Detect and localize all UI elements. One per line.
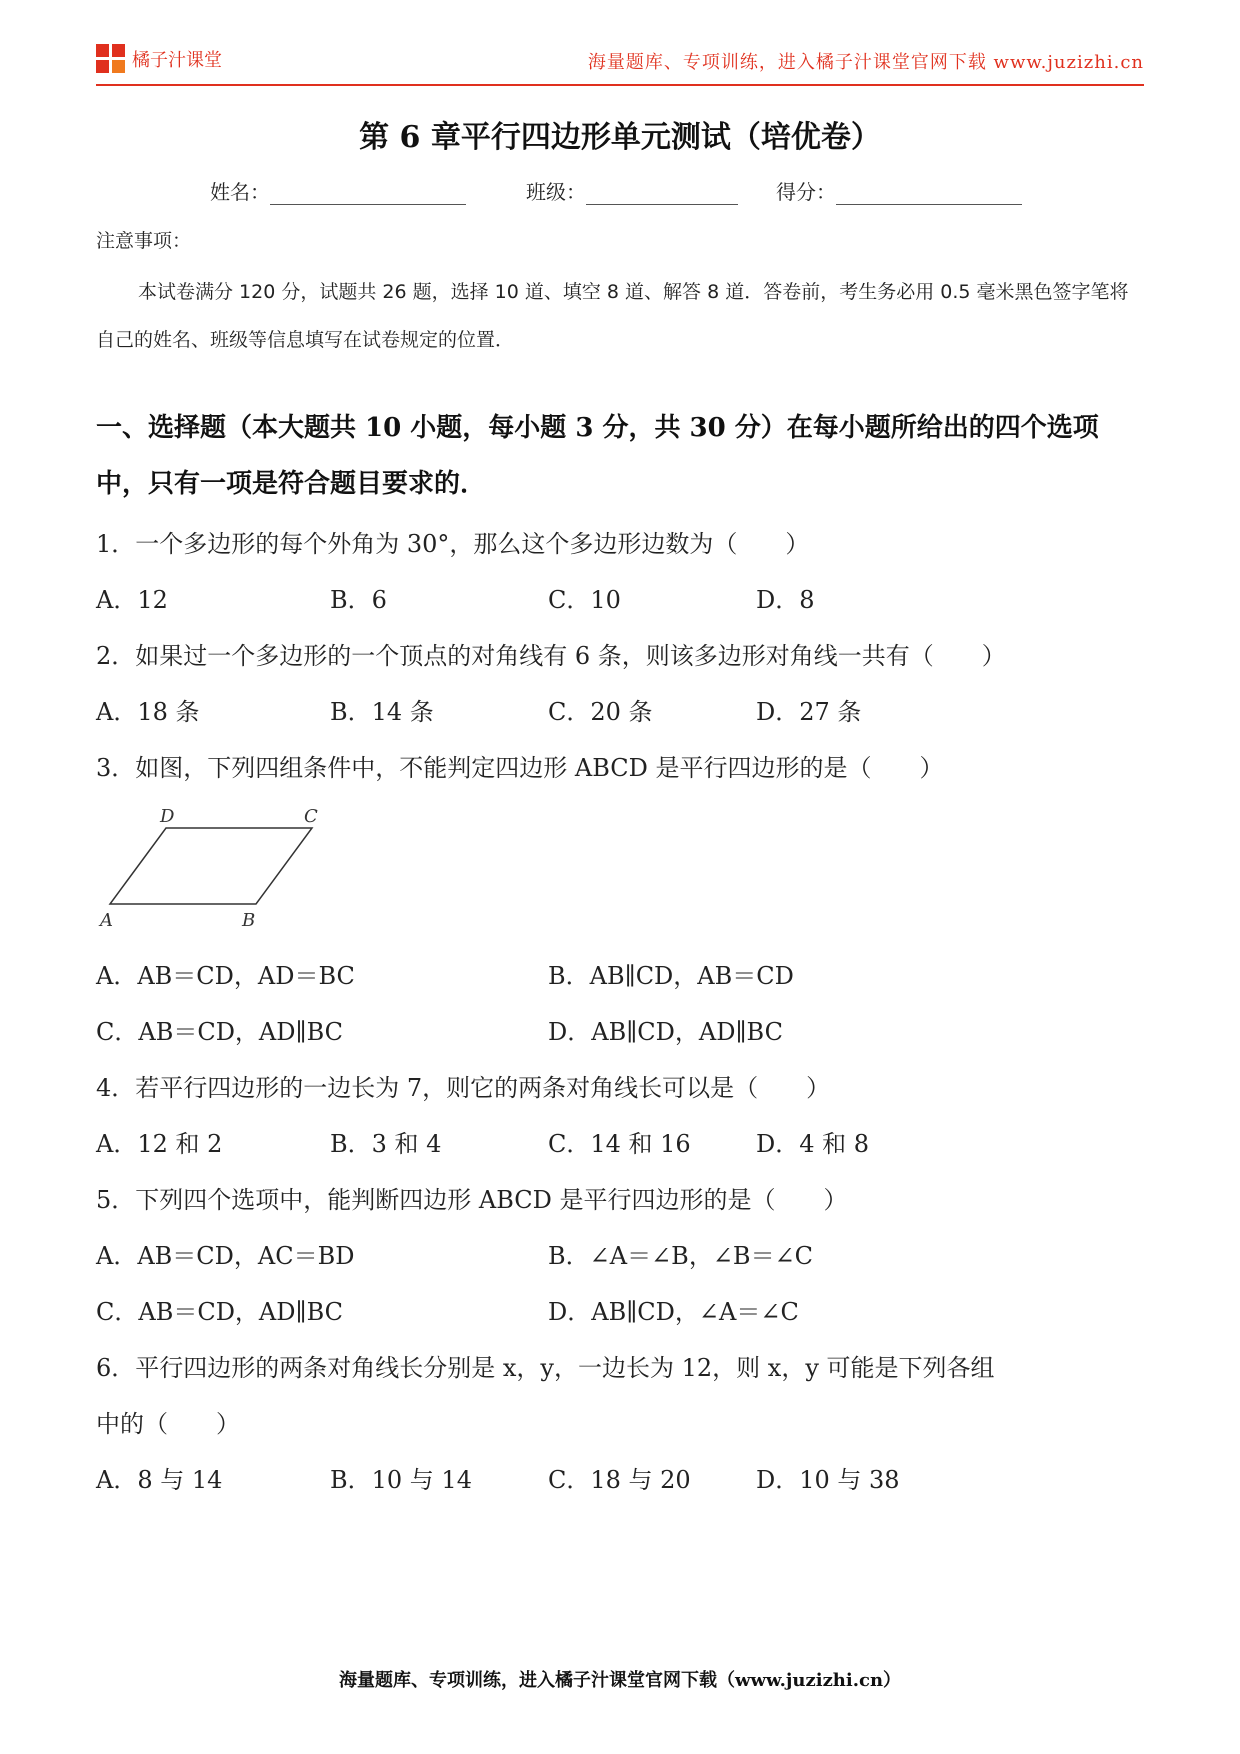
question-5: 5．下列四个选项中，能判断四边形 ABCD 是平行四边形的是（ ） [96,1186,848,1214]
q6-option-d: D．10 与 38 [756,1466,900,1494]
header-slogan: 海量题库、专项训练，进入橘子汁课堂官网下载 www.juzizhi.cn [587,52,1144,73]
page-title: 第 6 章平行四边形单元测试（培优卷） [359,120,881,155]
score-blank[interactable] [836,184,1022,205]
brand-logo [96,44,222,74]
name-field[interactable] [210,176,466,205]
parallelogram-shape [110,828,312,904]
q1-option-b: B．6 [330,586,387,614]
score-field[interactable] [776,176,1022,205]
q5-option-a: A．AB＝CD，AC＝BD [96,1242,355,1270]
q4-option-a: A．12 和 2 [96,1130,223,1158]
question-2: 2．如果过一个多边形的一个顶点的对角线有 6 条，则该多边形对角线一共有（ ） [96,642,1006,670]
question-4: 4．若平行四边形的一边长为 7，则它的两条对角线长可以是（ ） [96,1074,831,1102]
q3-option-b: B．AB∥CD，AB＝CD [548,962,794,990]
header-divider [96,84,1144,86]
parallelogram-figure [96,804,336,934]
q3-option-d: D．AB∥CD，AD∥BC [548,1018,784,1046]
page-footer: 海量题库、专项训练，进入橘子汁课堂官网下载（www.juzizhi.cn） [338,1670,902,1691]
vertex-label-a: A [100,910,113,931]
vertex-label-d: D [160,806,175,827]
q1-option-d: D．8 [756,586,815,614]
q4-option-d: D．4 和 8 [756,1130,870,1158]
q3-option-a: A．AB＝CD，AD＝BC [96,962,355,990]
notice-title: 注意事项： [96,230,192,252]
q5-option-b: B．∠A＝∠B，∠B＝∠C [548,1242,814,1270]
q2-option-a: A．18 条 [96,698,200,726]
q5-option-c: C．AB＝CD，AD∥BC [96,1298,344,1326]
q2-option-d: D．27 条 [756,698,862,726]
q1-option-c: C．10 [548,586,621,614]
notice-body: 本试卷满分 120 分，试题共 26 题，选择 10 道、填空 8 道、解答 8 道．答卷前，考生务必用 0.5 毫米黑色签字笔将自己的姓名、班级等信息填写在试卷规定的位置． [96,281,1129,351]
score-label: 得分： [776,180,836,204]
vertex-label-b: B [242,910,256,931]
question-6: 6．平行四边形的两条对角线长分别是 x，y，一边长为 12，则 x，y 可能是下列各组 [96,1354,995,1382]
class-blank[interactable] [586,184,738,205]
q6-option-a: A．8 与 14 [96,1466,223,1494]
q4-option-b: B．3 和 4 [330,1130,442,1158]
class-field[interactable] [526,176,738,205]
q2-option-b: B．14 条 [330,698,434,726]
logo-text: 橘子汁课堂 [132,50,222,71]
question-3: 3．如图，下列四组条件中，不能判定四边形 ABCD 是平行四边形的是（ ） [96,754,944,782]
question-6-continued: 中的（ ） [96,1410,240,1438]
q3-option-c: C．AB＝CD，AD∥BC [96,1018,344,1046]
q1-option-a: A．12 [96,586,168,614]
q6-option-c: C．18 与 20 [548,1466,691,1494]
question-1: 1．一个多边形的每个外角为 30°，那么这个多边形边数为（ ） [96,530,810,558]
q5-option-d: D．AB∥CD，∠A＝∠C [548,1298,799,1326]
q6-option-b: B．10 与 14 [330,1466,472,1494]
q4-option-c: C．14 和 16 [548,1130,691,1158]
q2-option-c: C．20 条 [548,698,653,726]
vertex-label-c: C [304,806,318,827]
name-blank[interactable] [270,184,466,205]
logo-icon [96,44,126,74]
section-heading: 一、选择题（本大题共 10 小题，每小题 3 分，共 30 分）在每小题所给出的四个选项中，只有一项是符合题目要求的． [96,413,1099,499]
name-label: 姓名： [210,180,270,204]
class-label: 班级： [526,180,586,204]
